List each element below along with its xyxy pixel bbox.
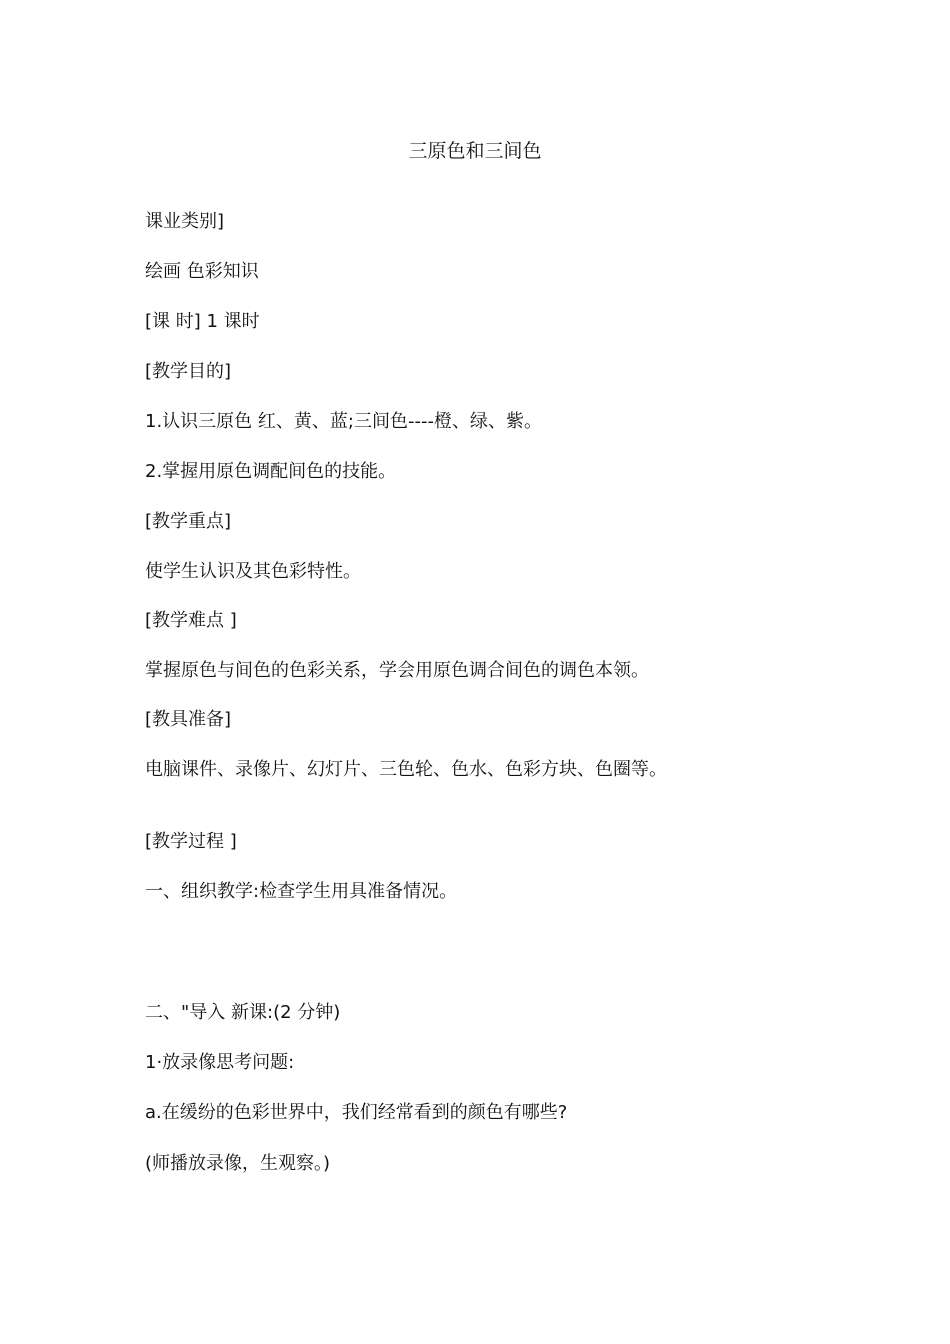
objective-item-1: 1.认识三原色 红、黄、蓝;三间色----橙、绿、紫。 (145, 411, 542, 432)
question-a: a.在缓纷的色彩世界中，我们经常看到的颜色有哪些? (145, 1102, 568, 1123)
section-label-difficulties: [教学难点 ] (145, 610, 237, 631)
section-label-key-points: [教学重点] (145, 511, 232, 532)
section-label-category: 课业类别] (145, 211, 225, 232)
process-substep-1: 1·放录像思考问题: (145, 1052, 295, 1073)
class-hours: [课 时] 1 课时 (145, 311, 260, 332)
process-step-2: 二、"导入 新课:(2 分钟) (145, 1002, 341, 1023)
objective-item-2: 2.掌握用原色调配间色的技能。 (145, 461, 397, 482)
section-label-materials: [教具准备] (145, 709, 232, 730)
process-step-1: 一、组织教学:检查学生用具准备情况。 (145, 881, 458, 902)
difficulties-text: 掌握原色与间色的色彩关系，学会用原色调合间色的调色本领。 (145, 660, 649, 681)
section-label-objectives: [教学目的] (145, 361, 232, 382)
category-value: 绘画 色彩知识 (145, 261, 259, 282)
document-title: 三原色和三间色 (408, 140, 542, 162)
section-label-process: [教学过程 ] (145, 831, 237, 852)
materials-text: 电脑课件、录像片、幻灯片、三色轮、色水、色彩方块、色圈等。 (145, 759, 667, 780)
key-points-text: 使学生认识及其色彩特性。 (145, 561, 361, 582)
question-a-note: (师播放录像，生观察。) (145, 1153, 331, 1174)
